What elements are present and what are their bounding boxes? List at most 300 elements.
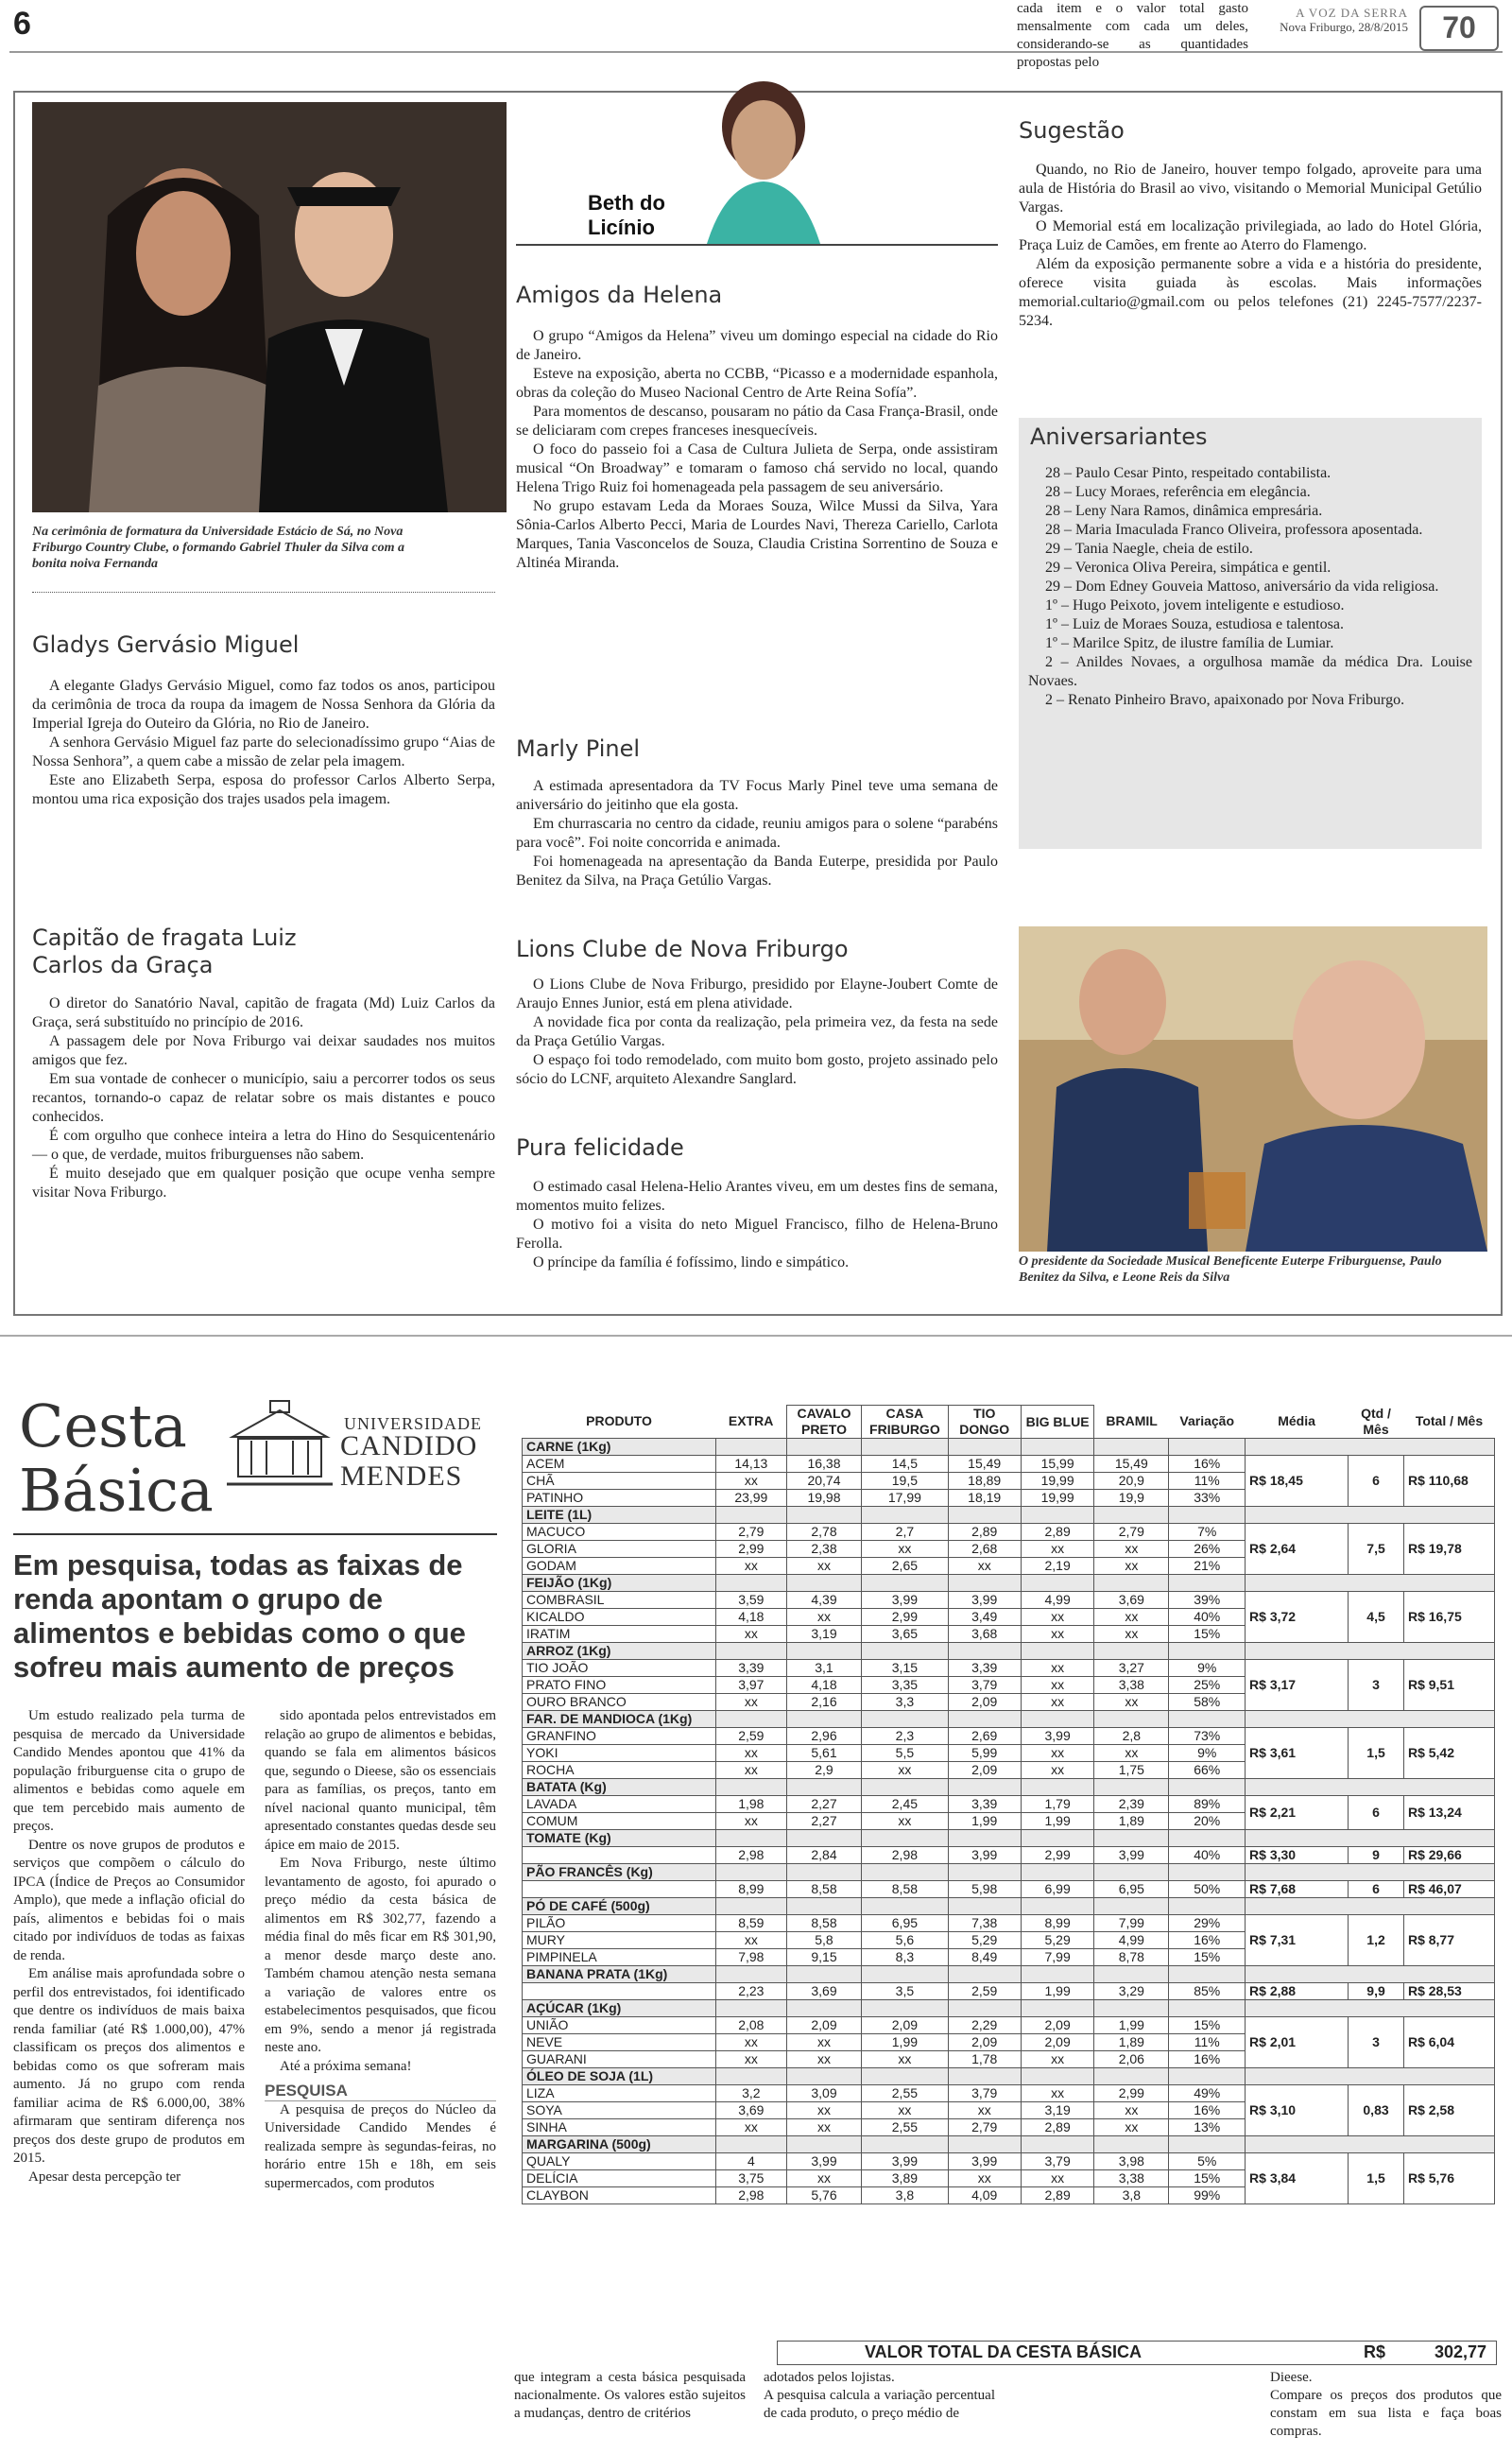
price-cell: 8,99: [1021, 1915, 1093, 1932]
price-cell: 2,89: [1021, 1524, 1093, 1541]
table-cell: [716, 1779, 787, 1796]
price-cell: 2,27: [786, 1813, 862, 1830]
paragraph: O foco do passeio foi a Casa de Cultura Julieta de Serpa, onde assistiram musical “On Broadway” e tomaram o famoso chá servido no local, quando Helena Trigo Ruiz foi homenageada pela passagem de seu aniversário.: [516, 441, 998, 495]
variation-cell: 15%: [1169, 1949, 1246, 1966]
price-cell: 19,99: [1021, 1473, 1093, 1490]
price-cell: 2,65: [862, 1558, 948, 1575]
price-cell: xx: [862, 2051, 948, 2068]
table-cell: [1094, 1439, 1169, 1456]
price-cell: 7,98: [716, 1949, 787, 1966]
table-row: [523, 1660, 1495, 1677]
price-cell: 20,9: [1094, 1473, 1169, 1490]
table-cell: [862, 1439, 948, 1456]
table-cell: [786, 2000, 862, 2017]
table-row: [523, 2153, 1495, 2170]
birthday-item: 1º – Luiz de Moraes Souza, estudiosa e talentosa.: [1045, 616, 1344, 632]
price-cell: 3,39: [716, 1660, 787, 1677]
variation-cell: 26%: [1169, 1541, 1246, 1558]
price-cell: 5,61: [786, 1745, 862, 1762]
price-cell: 5,29: [948, 1932, 1021, 1949]
product-name: OURO BRANCO: [523, 1694, 716, 1711]
gladys-title: Gladys Gervásio Miguel: [32, 631, 300, 658]
birthday-item: 2 – Renato Pinheiro Bravo, apaixonado por Nova Friburgo.: [1045, 692, 1405, 708]
paragraph: Dentre os nove grupos de produtos e serviços que compõem o cálculo do IPCA (Índice de Preços ao Consumidor Amplo), que mede a inflação oficial do país, alimentos e bebidas foi o mais citado por indivíduos de todas as faixas de renda.: [13, 1837, 245, 1963]
table-cell: [1246, 1575, 1495, 1592]
qtd-cell: 4,5: [1349, 1592, 1404, 1643]
price-cell: 2,09: [862, 2017, 948, 2034]
cesta-headline: Em pesquisa, todas as faixas de renda apontam o grupo de alimentos e bebidas como o que sofreu mais aumento de preços: [13, 1548, 466, 1684]
cesta-total-currency: R$: [1364, 2342, 1386, 2361]
price-cell: xx: [1094, 1626, 1169, 1643]
price-cell: xx: [716, 1813, 787, 1830]
paragraph: O grupo “Amigos da Helena” viveu um domingo especial na cidade do Rio de Janeiro.: [516, 328, 998, 363]
price-cell: 3,09: [786, 2085, 862, 2102]
price-cell: 23,99: [716, 1490, 787, 1507]
table-cell: [1246, 1507, 1495, 1524]
table-cell: [862, 1711, 948, 1728]
table-cell: [1169, 1830, 1246, 1847]
price-cell: 4: [716, 2153, 787, 2170]
aniversariantes-list: [1028, 464, 1472, 710]
price-cell: 3,5: [862, 1983, 948, 2000]
table-cell: [786, 2068, 862, 2085]
table-cell: [1094, 1864, 1169, 1881]
table-cell: [1094, 1575, 1169, 1592]
qtd-cell: 9: [1349, 1847, 1404, 1864]
price-cell: 6,95: [1094, 1881, 1169, 1898]
table-cell: [1094, 1779, 1169, 1796]
price-cell: 3,38: [1094, 2170, 1169, 2187]
amigos-title: Amigos da Helena: [516, 282, 723, 308]
price-cell: xx: [1094, 1745, 1169, 1762]
price-cell: 3,99: [1021, 1728, 1093, 1745]
col-header: Média: [1278, 1413, 1315, 1429]
qtd-cell: 1,2: [1349, 1915, 1404, 1966]
variation-cell: 39%: [1169, 1592, 1246, 1609]
qtd-cell: 6: [1349, 1796, 1404, 1830]
total-cell: R$ 5,76: [1403, 2153, 1494, 2204]
table-group-row: [523, 1864, 1495, 1881]
product-name: MURY: [523, 1932, 716, 1949]
table-cell: [1094, 2068, 1169, 2085]
price-cell: 1,89: [1094, 1813, 1169, 1830]
table-cell: [948, 2000, 1021, 2017]
table-cell: [1021, 1711, 1093, 1728]
variation-cell: 58%: [1169, 1694, 1246, 1711]
product-name: UNIÃO: [523, 2017, 716, 2034]
table-cell: [948, 1439, 1021, 1456]
price-cell: 19,99: [1021, 1490, 1093, 1507]
table-cell: [1169, 1711, 1246, 1728]
price-cell: 2,55: [862, 2085, 948, 2102]
table-cell: [1169, 1898, 1246, 1915]
col-header: Total / Mês: [1415, 1413, 1484, 1429]
price-cell: 15,49: [948, 1456, 1021, 1473]
cesta-bottom-col-3: cada item e o valor total gasto mensalmente com cada um deles, considerando-se as quantidades propostas pelo: [1017, 1, 1248, 70]
paragraph: Em Nova Friburgo, neste último levantamento de agosto, foi apurado o preço médio da cesta básica de alimentos em R$ 302,77, fazendo a média final do mês ficar em R$ 301,90, a menor desde março deste ano. Também chamou atenção nesta semana a variação de valores entre os estabelecimentos pesquisados, que ficou em 9%, sendo a menor já registrada neste ano.: [265, 1856, 496, 2055]
price-cell: 2,16: [786, 1694, 862, 1711]
price-cell: 3,2: [716, 2085, 787, 2102]
group-label: FEIJÃO (1Kg): [523, 1575, 716, 1592]
variation-cell: 40%: [1169, 1609, 1246, 1626]
paragraph: A pesquisa de preços do Núcleo da Universidade Candido Mendes é realizada sempre às segundas-feiras, no horário entre 15h e 18h, em seis supermercados, com produtos: [265, 2101, 496, 2191]
price-cell: 2,59: [948, 1983, 1021, 2000]
variation-cell: 73%: [1169, 1728, 1246, 1745]
price-cell: 1,99: [862, 2034, 948, 2051]
price-cell: xx: [1094, 1609, 1169, 1626]
price-cell: 6,95: [862, 1915, 948, 1932]
price-cell: xx: [716, 1745, 787, 1762]
ucm-line-2: CANDIDO: [340, 1430, 478, 1461]
table-group-row: [523, 1711, 1495, 1728]
table-cell: [716, 1830, 787, 1847]
paragraph: A estimada apresentadora da TV Focus Marly Pinel teve uma semana de aniversário do jeitinho que ela gosta.: [516, 778, 998, 813]
paragraph: Até a próxima semana!: [280, 2058, 412, 2074]
total-cell: R$ 8,77: [1403, 1915, 1494, 1966]
price-cell: 2,99: [716, 1541, 787, 1558]
qtd-cell: 0,83: [1349, 2085, 1404, 2136]
price-cell: 3,39: [948, 1660, 1021, 1677]
media-cell: R$ 3,61: [1246, 1728, 1349, 1779]
paper-name: A VOZ DA SERRA: [1296, 6, 1408, 20]
qtd-cell: 9,9: [1349, 1983, 1404, 2000]
media-cell: R$ 2,88: [1246, 1983, 1349, 2000]
total-cell: R$ 16,75: [1403, 1592, 1494, 1643]
table-cell: [716, 1966, 787, 1983]
price-cell: xx: [1094, 2119, 1169, 2136]
group-label: BANANA PRATA (1Kg): [523, 1966, 716, 1983]
price-cell: 5,99: [948, 1745, 1021, 1762]
price-cell: 1,99: [1094, 2017, 1169, 2034]
paragraph: A elegante Gladys Gervásio Miguel, como faz todos os anos, participou da cerimônia de troca da roupa da imagem de Nossa Senhora da Glória da Imperial Igreja do Outeiro da Glória, no Rio de Janeiro.: [32, 678, 495, 732]
table-group-row: [523, 2068, 1495, 2085]
columnist-portrait-image: [688, 70, 839, 244]
product-name: PIMPINELA: [523, 1949, 716, 1966]
aniversariantes-box: [1019, 418, 1482, 849]
price-cell: xx: [862, 1813, 948, 1830]
birthday-item: 28 – Leny Nara Ramos, dinâmica empresária.: [1045, 503, 1323, 519]
price-cell: 2,99: [1021, 1847, 1093, 1864]
total-cell: R$ 46,07: [1403, 1881, 1494, 1898]
table-cell: [1021, 1779, 1093, 1796]
table-row: [523, 1456, 1495, 1473]
cesta-total-row: [777, 2341, 1497, 2365]
media-cell: R$ 3,17: [1246, 1660, 1349, 1711]
table-cell: [1246, 2000, 1495, 2017]
price-cell: 2,79: [948, 2119, 1021, 2136]
table-row: [523, 1592, 1495, 1609]
table-cell: [1246, 2136, 1495, 2153]
price-cell: 3,75: [716, 2170, 787, 2187]
paragraph: A novidade fica por conta da realização, pela primeira vez, da festa na sede da Praça Getúlio Vargas.: [516, 1014, 998, 1049]
table-cell: [716, 1864, 787, 1881]
price-cell: 14,5: [862, 1456, 948, 1473]
total-cell: R$ 110,68: [1403, 1456, 1494, 1507]
table-cell: [1169, 1643, 1246, 1660]
table-cell: [716, 1507, 787, 1524]
paragraph: O Lions Clube de Nova Friburgo, presidido por Elayne-Joubert Comte de Araujo Ennes Junior, está em plena atividade.: [516, 976, 998, 1011]
price-cell: 2,98: [862, 1847, 948, 1864]
price-cell: 3,98: [1094, 2153, 1169, 2170]
paragraph: Esteve na exposição, aberta no CCBB, “Picasso e a modernidade espanhola, obras da coleção do Museo Nacional Centro de Arte Reina Sofía”.: [516, 366, 998, 401]
price-cell: 4,39: [786, 1592, 862, 1609]
table-cell: [786, 1439, 862, 1456]
product-name: DELÍCIA: [523, 2170, 716, 2187]
product-name: [523, 1847, 716, 1864]
price-cell: xx: [948, 2170, 1021, 2187]
table-group-row: [523, 1507, 1495, 1524]
total-cell: R$ 19,78: [1403, 1524, 1494, 1575]
price-cell: xx: [1021, 1541, 1093, 1558]
price-cell: xx: [1094, 1558, 1169, 1575]
price-cell: 8,58: [786, 1881, 862, 1898]
media-cell: R$ 3,10: [1246, 2085, 1349, 2136]
table-cell: [1021, 2000, 1093, 2017]
table-cell: [1021, 1830, 1093, 1847]
price-cell: xx: [716, 2034, 787, 2051]
price-cell: 14,13: [716, 1456, 787, 1473]
price-cell: 2,45: [862, 1796, 948, 1813]
graduation-photo: [32, 102, 507, 512]
price-cell: xx: [716, 1558, 787, 1575]
product-name: PATINHO: [523, 1490, 716, 1507]
table-group-row: [523, 1439, 1495, 1456]
price-cell: xx: [786, 2051, 862, 2068]
table-cell: [716, 1898, 787, 1915]
amigos-body: [516, 327, 998, 573]
price-cell: 2,38: [786, 1541, 862, 1558]
table-cell: [1094, 1830, 1169, 1847]
price-cell: 8,78: [1094, 1949, 1169, 1966]
product-name: GUARANI: [523, 2051, 716, 2068]
price-cell: 2,59: [716, 1728, 787, 1745]
media-cell: R$ 3,84: [1246, 2153, 1349, 2204]
price-cell: 3,29: [1094, 1983, 1169, 2000]
product-name: ACEM: [523, 1456, 716, 1473]
table-cell: [862, 1966, 948, 1983]
table-cell: [1094, 1507, 1169, 1524]
price-cell: 2,09: [948, 1694, 1021, 1711]
variation-cell: 15%: [1169, 2170, 1246, 2187]
marly-body: [516, 777, 998, 890]
table-cell: [948, 1575, 1021, 1592]
price-cell: 8,3: [862, 1949, 948, 1966]
price-cell: 3,79: [1021, 2153, 1093, 2170]
price-cell: 3,69: [786, 1983, 862, 2000]
media-cell: R$ 3,72: [1246, 1592, 1349, 1643]
table-cell: [862, 1830, 948, 1847]
section-separator: [0, 1335, 1512, 1337]
price-cell: 2,29: [948, 2017, 1021, 2034]
group-label: MARGARINA (500g): [523, 2136, 716, 2153]
col-header: Variação: [1179, 1413, 1234, 1429]
masthead: [1280, 6, 1408, 34]
table-cell: [1169, 1966, 1246, 1983]
table-cell: [1246, 1864, 1495, 1881]
price-cell: 2,09: [1021, 2034, 1093, 2051]
price-cell: 2,09: [786, 2017, 862, 2034]
table-cell: [948, 1779, 1021, 1796]
price-cell: xx: [1021, 1609, 1093, 1626]
birthday-item: 29 – Tania Naegle, cheia de estilo.: [1045, 541, 1253, 557]
variation-cell: 7%: [1169, 1524, 1246, 1541]
col-header: BIG BLUE: [1021, 1406, 1093, 1439]
cesta-title-2: Básica: [19, 1456, 214, 1525]
euterpe-photo-caption: O presidente da Sociedade Musical Beneficente Euterpe Friburguense, Paulo Benitez da Silva, e Leone Reis da Silva: [1019, 1254, 1442, 1285]
col-header: TIO DONGO: [948, 1406, 1021, 1439]
group-label: ARROZ (1Kg): [523, 1643, 716, 1660]
price-cell: xx: [786, 2102, 862, 2119]
product-name: GRANFINO: [523, 1728, 716, 1745]
media-cell: R$ 18,45: [1246, 1456, 1349, 1507]
media-cell: R$ 2,01: [1246, 2017, 1349, 2068]
birthday-item: 28 – Maria Imaculada Franco Oliveira, professora aposentada.: [1045, 522, 1423, 538]
product-name: COMBRASIL: [523, 1592, 716, 1609]
gladys-body: [32, 677, 495, 809]
price-cell: 3,35: [862, 1677, 948, 1694]
price-cell: 3,99: [948, 2153, 1021, 2170]
total-cell: R$ 2,58: [1403, 2085, 1494, 2136]
table-cell: [948, 1711, 1021, 1728]
total-cell: R$ 6,04: [1403, 2017, 1494, 2068]
price-cell: 1,99: [1021, 1813, 1093, 1830]
table-cell: [1094, 1643, 1169, 1660]
cesta-total-label: VALOR TOTAL DA CESTA BÁSICA: [865, 2342, 1143, 2361]
group-label: LEITE (1L): [523, 1507, 716, 1524]
price-cell: 2,79: [1094, 1524, 1169, 1541]
aniversariantes-title: Aniversariantes: [1030, 423, 1208, 450]
paragraph: A senhora Gervásio Miguel faz parte do selecionadíssimo grupo “Aias de Nossa Senhora”, a quem cabe a missão de zelar pela imagem.: [32, 734, 495, 769]
table-cell: [948, 1966, 1021, 1983]
table-row: [523, 1915, 1495, 1932]
paragraph: É com orgulho que conhece inteira a letra do Hino do Sesquicentenário — o que, de verdade, muitos friburguenses não sabem.: [32, 1128, 495, 1163]
price-cell: 3,8: [1094, 2187, 1169, 2204]
price-cell: xx: [786, 2034, 862, 2051]
price-cell: 8,58: [862, 1881, 948, 1898]
price-cell: 2,78: [786, 1524, 862, 1541]
price-cell: 4,99: [1094, 1932, 1169, 1949]
price-cell: xx: [786, 1609, 862, 1626]
table-cell: [1169, 2136, 1246, 2153]
table-cell: [716, 1711, 787, 1728]
lions-title: Lions Clube de Nova Friburgo: [516, 936, 849, 962]
qtd-cell: 6: [1349, 1881, 1404, 1898]
table-cell: [862, 1575, 948, 1592]
price-cell: 2,08: [716, 2017, 787, 2034]
price-cell: 1,98: [716, 1796, 787, 1813]
price-cell: xx: [716, 1473, 787, 1490]
table-group-row: [523, 1575, 1495, 1592]
product-name: COMUM: [523, 1813, 716, 1830]
table-cell: [786, 1643, 862, 1660]
table-cell: [1169, 1864, 1246, 1881]
table-cell: [862, 2068, 948, 2085]
variation-cell: 15%: [1169, 1626, 1246, 1643]
price-cell: 18,89: [948, 1473, 1021, 1490]
table-cell: [1169, 1439, 1246, 1456]
table-cell: [716, 1575, 787, 1592]
cesta-body-col-a: [13, 1707, 245, 2186]
table-cell: [1094, 2000, 1169, 2017]
price-cell: xx: [948, 1558, 1021, 1575]
price-cell: xx: [716, 1626, 787, 1643]
price-cell: 1,89: [1094, 2034, 1169, 2051]
paragraph: Um estudo realizado pela turma de pesquisa de mercado da Universidade Candido Mendes apontou que 41% da população friburguense cita o grupo de alimentos e bebidas como aquele em que tem percebido mais aumento de preços.: [13, 1708, 245, 1834]
price-cell: 2,39: [1094, 1796, 1169, 1813]
table-group-row: [523, 1779, 1495, 1796]
price-cell: 2,19: [1021, 1558, 1093, 1575]
price-cell: xx: [1021, 1660, 1093, 1677]
variation-cell: 66%: [1169, 1762, 1246, 1779]
price-cell: 1,99: [948, 1813, 1021, 1830]
price-cell: 3,1: [786, 1660, 862, 1677]
ucm-building-icon: [223, 1399, 336, 1490]
price-cell: 3,69: [716, 2102, 787, 2119]
table-cell: [948, 2068, 1021, 2085]
variation-cell: 11%: [1169, 1473, 1246, 1490]
graduation-photo-caption: Na cerimônia de formatura da Universidade Estácio de Sá, no Nova Friburgo Country Clube, o formando Gabriel Thuler da Silva com a bonita noiva Fernanda: [32, 525, 404, 571]
table-cell: [1246, 2068, 1495, 2085]
product-name: TIO JOÃO: [523, 1660, 716, 1677]
variation-cell: 9%: [1169, 1745, 1246, 1762]
table-row: [523, 1847, 1495, 1864]
price-cell: 6,99: [1021, 1881, 1093, 1898]
price-cell: 2,09: [1021, 2017, 1093, 2034]
table-cell: [948, 1864, 1021, 1881]
product-name: YOKI: [523, 1745, 716, 1762]
price-cell: 2,99: [1094, 2085, 1169, 2102]
product-name: CHÃ: [523, 1473, 716, 1490]
marly-title: Marly Pinel: [516, 735, 641, 762]
price-cell: 3,69: [1094, 1592, 1169, 1609]
table-header-row: [523, 1406, 1495, 1439]
graduation-photo-image: [32, 102, 507, 512]
price-cell: 2,89: [1021, 2187, 1093, 2204]
price-cell: 1,79: [1021, 1796, 1093, 1813]
group-label: ÓLEO DE SOJA (1L): [523, 2068, 716, 2085]
price-cell: 3,99: [948, 1592, 1021, 1609]
ucm-logo: [223, 1395, 497, 1499]
price-cell: 3,27: [1094, 1660, 1169, 1677]
variation-cell: 16%: [1169, 2051, 1246, 2068]
table-cell: [786, 1575, 862, 1592]
price-cell: xx: [716, 2051, 787, 2068]
price-table-body: [523, 1439, 1495, 2204]
price-cell: 2,84: [786, 1847, 862, 1864]
table-row: [523, 2085, 1495, 2102]
product-name: SOYA: [523, 2102, 716, 2119]
caption-divider: [32, 592, 495, 593]
table-cell: [862, 1507, 948, 1524]
price-cell: xx: [1021, 1762, 1093, 1779]
price-cell: 3,99: [862, 2153, 948, 2170]
price-cell: 19,5: [862, 1473, 948, 1490]
price-cell: 3,65: [862, 1626, 948, 1643]
price-cell: 3,19: [786, 1626, 862, 1643]
paragraph: O motivo foi a visita do neto Miguel Francisco, filho de Helena-Bruno Ferolla.: [516, 1217, 998, 1252]
variation-cell: 20%: [1169, 1813, 1246, 1830]
table-cell: [862, 1864, 948, 1881]
table-cell: [1021, 1864, 1093, 1881]
price-cell: xx: [1094, 2102, 1169, 2119]
birthday-item: 28 – Lucy Moraes, referência em elegância.: [1045, 484, 1311, 500]
price-cell: 5,8: [786, 1932, 862, 1949]
price-cell: xx: [1021, 1677, 1093, 1694]
paragraph: Em sua vontade de conhecer o município, saiu a percorrer todos os seus recantos, tornando-o capaz de relatar sobre os mais distantes e pouco conhecidos.: [32, 1071, 495, 1125]
price-cell: xx: [862, 2102, 948, 2119]
price-cell: 3,99: [948, 1847, 1021, 1864]
paragraph: Este ano Elizabeth Serpa, esposa do professor Carlos Alberto Serpa, montou uma rica exposição dos trajes usados pela imagem.: [32, 772, 495, 807]
